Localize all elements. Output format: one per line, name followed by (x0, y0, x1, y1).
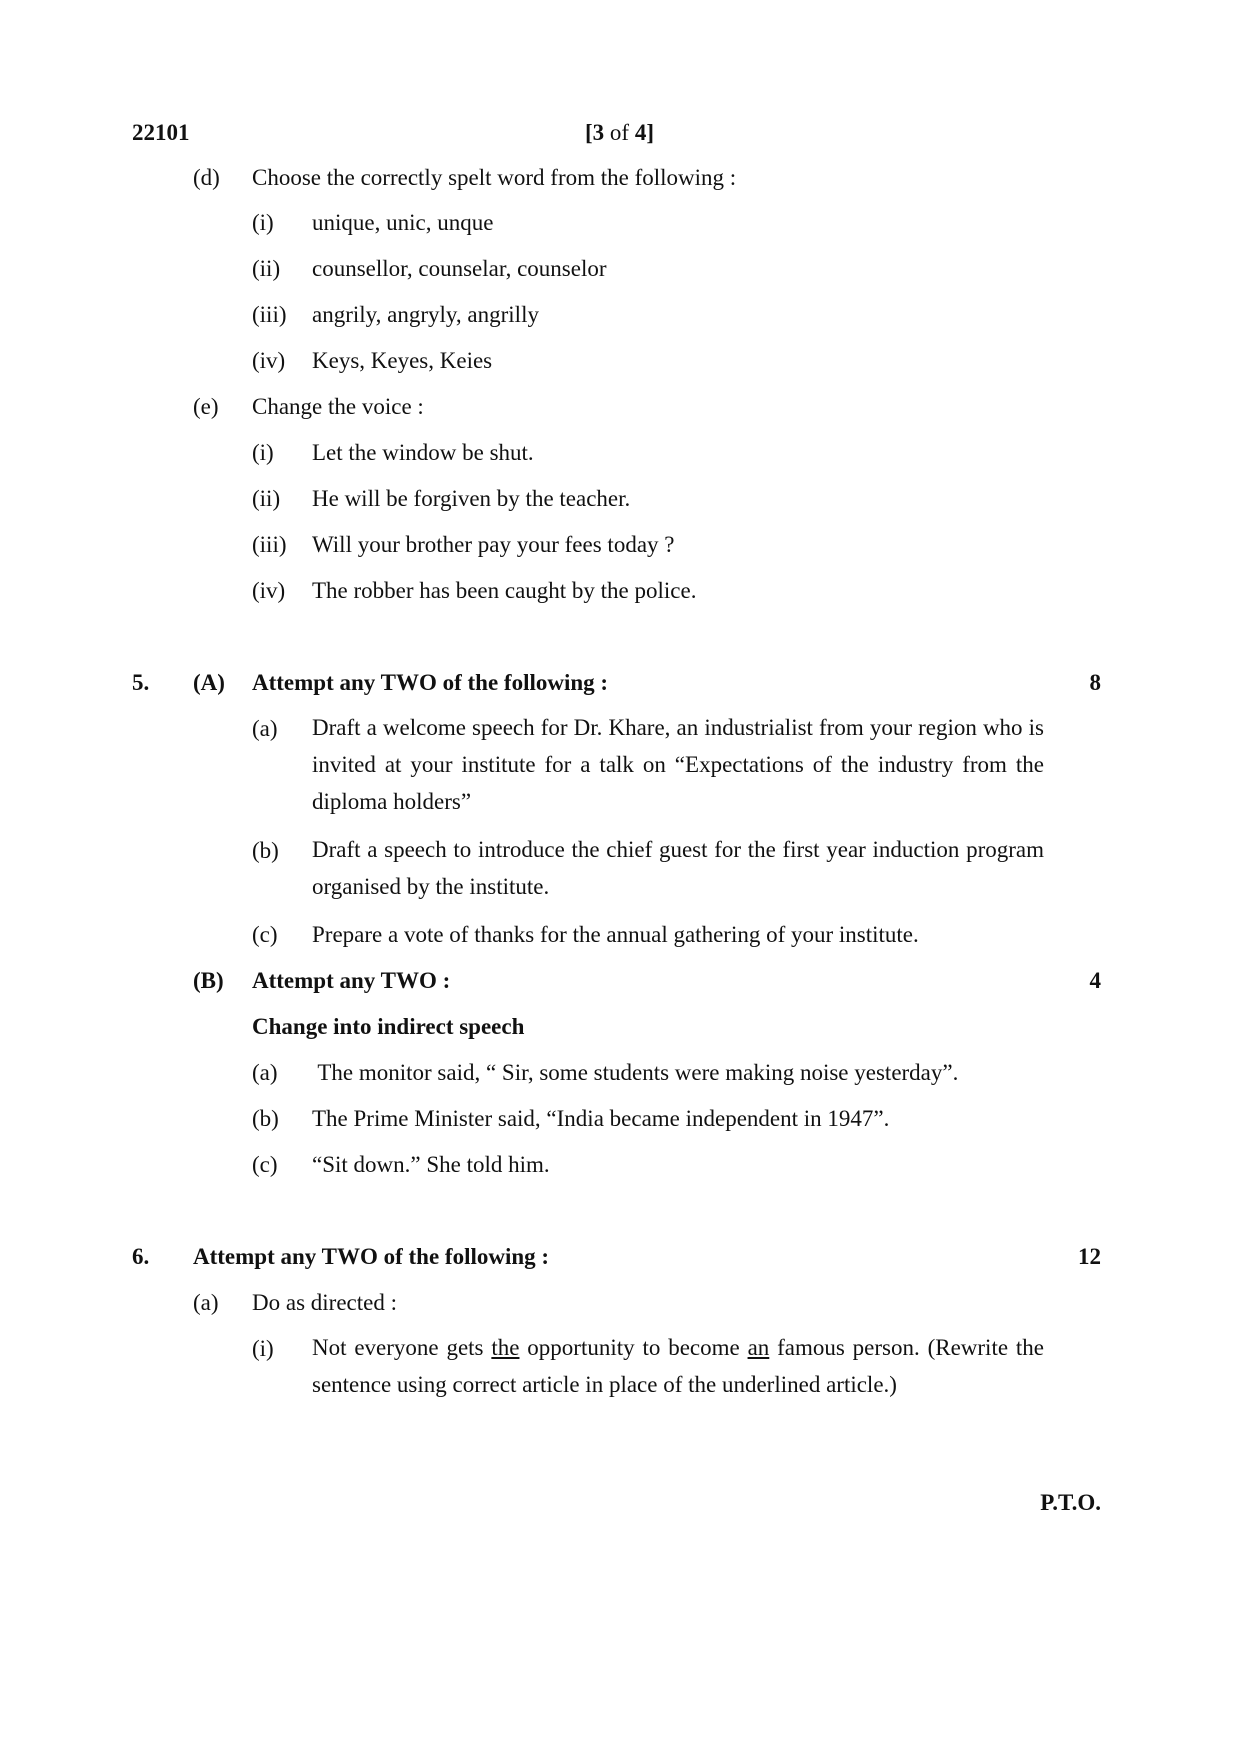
list-item-label: (a) (252, 716, 278, 741)
list-item: Draft a speech to introduce the chief guest for the first year induction program organised by the institute. (312, 837, 1044, 899)
list-item-label: (i) (252, 1336, 274, 1361)
page-indicator-of: of (604, 120, 635, 145)
q5b-subtitle: Change into indirect speech (252, 1014, 525, 1039)
list-item: The Prime Minister said, “India became independent in 1947”. (312, 1106, 890, 1131)
q6-marks: 12 (1078, 1244, 1101, 1269)
list-item: The monitor said, “ Sir, some students were making noise yesterday”. (312, 1060, 959, 1085)
list-item: Keys, Keyes, Keies (312, 348, 493, 373)
q5a-title: Attempt any TWO of the following : (252, 670, 609, 695)
list-item-label: (i) (252, 440, 274, 465)
q5b-label: (B) (193, 968, 224, 993)
q6a-label: (a) (193, 1290, 219, 1315)
q5-number: 5. (132, 670, 150, 695)
page-indicator (585, 120, 654, 146)
page-indicator-current: [3 (585, 120, 605, 145)
q5a-marks: 8 (1089, 670, 1101, 695)
list-item: unique, unic, unque (312, 210, 494, 235)
q6ai-text-part1: Not everyone gets (312, 1335, 492, 1360)
q5a-label: (A) (193, 670, 225, 695)
list-item: He will be forgiven by the teacher. (312, 486, 631, 511)
pto-label: P.T.O. (1040, 1490, 1101, 1515)
list-item-label: (ii) (252, 486, 281, 511)
q5b-marks: 4 (1089, 968, 1101, 993)
list-item: counsellor, counselar, counselor (312, 256, 607, 281)
list-item-label: (iv) (252, 578, 286, 603)
underlined-article-an: an (747, 1335, 770, 1360)
list-item (312, 1329, 1044, 1403)
list-item-label: (iv) (252, 348, 286, 373)
list-item: “Sit down.” She told him. (312, 1152, 550, 1177)
underlined-article-the: the (491, 1335, 520, 1360)
list-item-label: (i) (252, 210, 274, 235)
list-item: Prepare a vote of thanks for the annual gathering of your institute. (312, 922, 919, 947)
q4d-title: Choose the correctly spelt word from the following : (252, 165, 737, 190)
q6ai-text-part3: famous person. (Rewrite the sentence using correct article in place of the underlined article.) (312, 1335, 1044, 1397)
paper-code: 22101 (132, 120, 190, 145)
list-item-label: (c) (252, 1152, 278, 1177)
list-item-label: (b) (252, 838, 279, 863)
q4e-title: Change the voice : (252, 394, 424, 419)
q6a-title: Do as directed : (252, 1290, 397, 1315)
q4d-label: (d) (193, 165, 220, 190)
q6ai-text-part2: opportunity to become (519, 1335, 748, 1360)
list-item-label: (c) (252, 922, 278, 947)
list-item: Let the window be shut. (312, 440, 534, 465)
list-item: Will your brother pay your fees today ? (312, 532, 675, 557)
list-item-label: (ii) (252, 256, 281, 281)
page-indicator-total: 4] (634, 120, 655, 145)
list-item-label: (iii) (252, 532, 287, 557)
q6-title: Attempt any TWO of the following : (193, 1244, 550, 1269)
list-item: angrily, angryly, angrilly (312, 302, 539, 327)
list-item-label: (b) (252, 1106, 279, 1131)
list-item: Draft a welcome speech for Dr. Khare, an industrialist from your region who is invited at your institute for a talk on “Expectations of the industry from the diploma holders” (312, 715, 1044, 814)
q6-number: 6. (132, 1244, 150, 1269)
list-item-label: (iii) (252, 302, 287, 327)
q5b-title: Attempt any TWO : (252, 968, 451, 993)
q4e-label: (e) (193, 394, 219, 419)
list-item: The robber has been caught by the police. (312, 578, 697, 603)
list-item-label: (a) (252, 1060, 278, 1085)
